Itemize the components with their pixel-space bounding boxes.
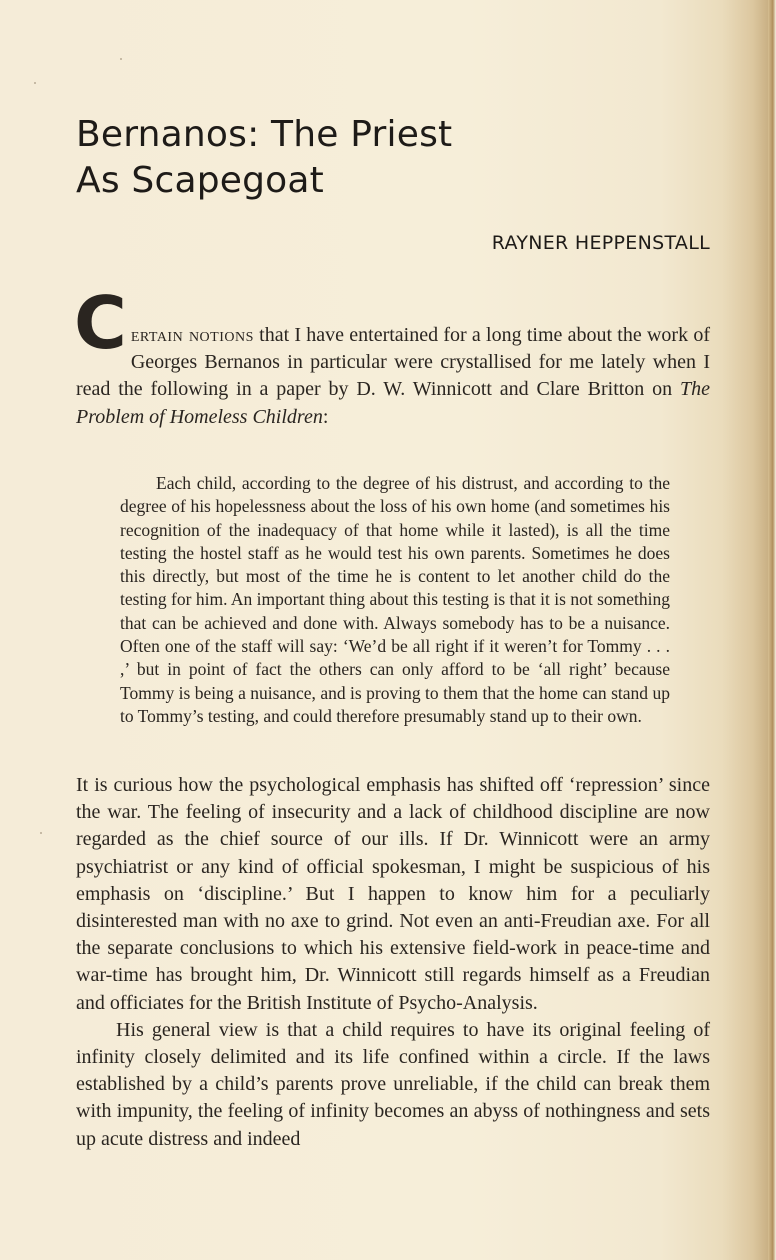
body-paragraph-1: It is curious how the psychological emphasis has shifted off ‘repression’ since the war. The feeling of insecurity and a lack of childhood discipline are now regarded as the chief source of our ills. If Dr. Winnicott were an army psychiatrist or any kind of official spokesman, I might be suspicious of his emphasis on ‘discipline.’ But I happen to know him for a peculiarly disinterested man with no axe to grind. Not even an anti-Freudian axe. For all the separate conclusions to which his extensive field-work in peace-time and war-time has brought him, Dr. Winnicott still regards himself as a Freudian and officiates for the British Institute of Psycho-Analysis.	[76, 774, 710, 1014]
page-binding-edge	[768, 0, 776, 1260]
drop-cap: C	[74, 281, 127, 365]
title-line-2: As Scapegoat	[76, 160, 324, 201]
block-quote	[120, 472, 670, 728]
paper-speck	[120, 58, 122, 60]
small-caps-lead: ertain notions	[130, 324, 254, 346]
paper-speck	[40, 832, 42, 834]
opening-text: that I have entertained for a long time about the work of Georges Bernanos in particular were crystallised for me lately when I read the following in a paper by D. W. Winnicott and Clare Britton on	[76, 324, 710, 401]
title-line-1: Bernanos: The Priest	[76, 114, 453, 155]
body-text	[76, 772, 710, 1153]
author-byline: RAYNER HEPPENSTALL	[491, 232, 710, 254]
opening-text-end: :	[322, 405, 329, 428]
article-title	[76, 112, 452, 204]
block-quote-text: Each child, according to the degree of his distrust, and according to the degree of his hopelessness about the loss of his own home (and sometimes his recognition of the inadequacy of that home while it lasted), is all the time testing the hostel staff as he would test his own parents. Sometimes he does this directly, but most of the time he is content to let another child do the testing for him. An important thing about this testing is that it is not something that can be achieved and done with. Always somebody has to be a nuisance. Often one of the staff will say: ‘We’d be all right if it weren’t for Tommy . . . ,’ but in point of fact the others can only afford to be ‘all right’ because Tommy is being a nuisance, and is proving to them that the home can stand up to Tommy’s testing, and could therefore presumably stand up to their own.	[120, 473, 670, 726]
body-paragraph-2: His general view is that a child requires to have its original feeling of infinity closely delimited and its life confined within a circle. If the laws established by a child’s parents prove unreliable, if the child can break them with impunity, the feeling of infinity becomes an abyss of nothingness and sets up acute distress and indeed	[76, 1018, 710, 1150]
paper-speck	[34, 82, 36, 84]
cited-work-title: The Problem of Homeless Children	[76, 378, 710, 428]
opening-paragraph	[74, 281, 710, 431]
